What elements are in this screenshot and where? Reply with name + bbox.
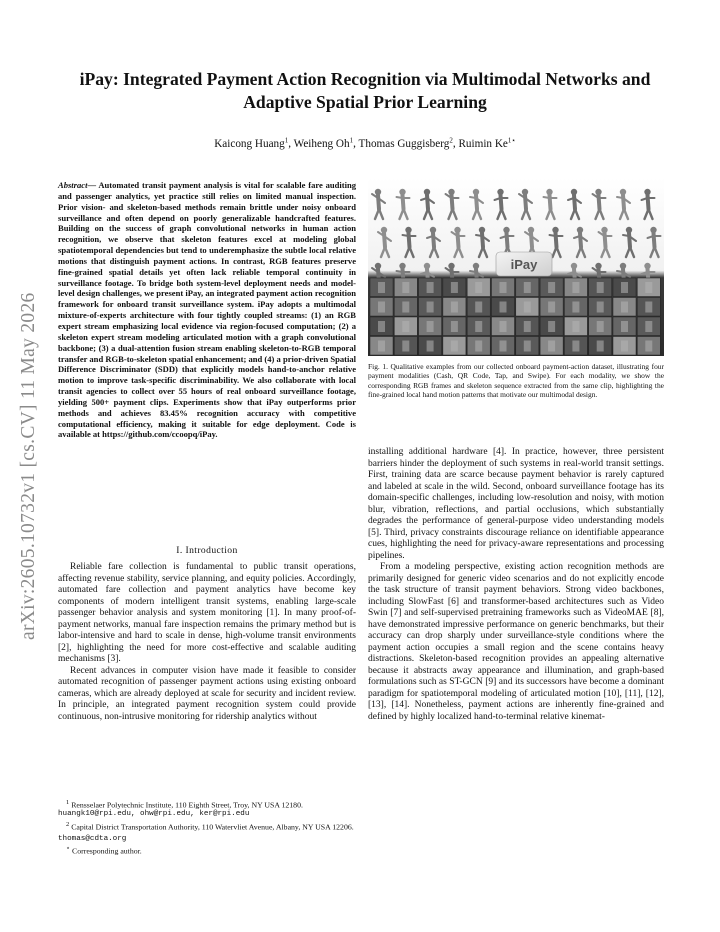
rgb-frame-passenger [524, 282, 531, 293]
author: Thomas Guggisberg$^2$ [358, 136, 453, 150]
author: Weiheng Oh$^1$ [293, 136, 354, 150]
footnote-2: $^2$ Capital District Transportation Authority, 110 Watervliet Avenue, Albany, NY USA 12206. thomas@cdta.org [58, 821, 354, 843]
paper-title: iPay: Integrated Payment Action Recognition via Multimodal Networks and Adaptive Spatial Prior Learning [79, 69, 651, 112]
figure-1 [368, 178, 664, 356]
rgb-frame-passenger [378, 282, 385, 293]
rgb-frame-passenger [451, 282, 458, 293]
rgb-frame-passenger [475, 282, 482, 293]
figure-1-image [368, 178, 664, 356]
rgb-frame-passenger [427, 282, 434, 293]
rgb-frame-passenger [475, 341, 482, 352]
rgb-frame-passenger [427, 302, 434, 313]
footnote-1-emails: huangk10@rpi.edu, ohw@rpi.edu, ker@rpi.edu [58, 810, 250, 819]
rgb-frame-passenger [524, 302, 531, 313]
rgb-frame-passenger [402, 302, 409, 313]
rgb-frame-passenger [621, 302, 628, 313]
rgb-frame-passenger [451, 302, 458, 313]
paragraph: installing additional hardware [4]. In practice, however, three persistent barriers hinder the deployment of such systems in real-world transit settings. First, training data are scarce because payment behavior is rarely captured and labeled at scale in the wild. Second, onboard surveillance footage has its domain-specific challenges, including low-resolution and noisy, with motion blur, vibration, reflections, and partial occlusions, which substantially degrades the performance of general-purpose video understanding models [5]. Third, privacy constraints discourage reliance on identifiable appearance cues, highlighting the need for privacy-aware representations and processing pipelines. [368, 447, 664, 561]
arxiv-side-stamp: arXiv:2605.10732v1 [cs.CV] 11 May 2026 [18, 292, 39, 640]
author: Ruimin $Ke^{1⋆}$ [458, 136, 516, 150]
rgb-frame-passenger [500, 341, 507, 352]
intro-right-column [368, 447, 664, 723]
abstract-text: Automated transit payment analysis is vital for scalable fare auditing and passenger analytics, yet practice still relies on limited manual inspection. Prior vision- and skeleton-based methods remain brittle under noisy onboard surveillance and often depend on poorly generalizable handcrafted features. Building on the success of graph convolutional networks in human action recognition, we observe that skeleton features excel at modeling global spatiotemporal dependencies but tend to underemphasize the subtle local relative motions that distinguish payment actions. In contrast, RGB features preserve fine-grained spatial details yet often lack reliable temporal continuity in surveillance footage. To bridge both system-level deployment needs and model-level design challenges, we present iPay, an integrated payment action recognition framework for onboard transit surveillance system. iPay adopts a multimodal mixture-of-experts architecture with four tightly coupled streams: (1) an RGB expert stream emphasizing local evidence via region-focused computation; (2) a skeleton expert stream modeling articulated motion with a graph convolutional backbone; (3) a dual-attention fusion stream enabling skeleton-to-RGB temporal transfer and RGB-to-skeleton spatial enhancement; and (4) a prior-driven Spatial Difference Discriminator (SDD) that explicitly models hand-to-anchor relative motion to improve task-specific discriminability. We also collaborate with local transit agencies to collect over 55 hours of real onboard surveillance footage, yielding 500+ payment clips. Experiments show that iPay outperforms prior methods and achieves 83.45% recognition accuracy with competitive computational efficiency, making it suitable for edge deployment. Code is available at https://github.com/ccoopq/iPay. [58, 180, 356, 440]
rgb-frame-passenger [548, 321, 555, 332]
rgb-frame-passenger [427, 321, 434, 332]
rgb-frame-passenger [427, 341, 434, 352]
rgb-frame-passenger [548, 302, 555, 313]
author: Kaicong Huang$^1$ [214, 136, 289, 150]
rgb-frame-passenger [645, 282, 652, 293]
rgb-frame-passenger [548, 341, 555, 352]
rgb-frame-passenger [572, 321, 579, 332]
rgb-frame-passenger [621, 341, 628, 352]
rgb-frame-passenger [524, 321, 531, 332]
footnote-3: ⋆ Corresponding author. [66, 845, 142, 856]
abstract-lead: Abstract [58, 180, 88, 190]
intro-left-column [58, 562, 356, 723]
rgb-frame-passenger [475, 302, 482, 313]
section-heading-introduction: I. Introduction [176, 545, 238, 556]
rgb-frame-passenger [402, 282, 409, 293]
footnote-1: $^1$ Rensselaer Polytechnic Institute, 110 Eighth Street, Troy, NY USA 12180. [66, 799, 303, 810]
rgb-frame-passenger [621, 321, 628, 332]
paragraph: Reliable fare collection is fundamental to public transit operations, affecting revenue stability, service planning, and equity policies. Accordingly, automated fare collection and payment analytics have become key components of modern intelligent transit systems, enabling large-scale passenger behavior analysis and system monitoring [1]. In many proof-of-payment networks, manual fare inspection remains the primary method but is labor-intensive and hard to scale in dense, high-volume transit environments [2], highlighting the need for more cost-effective and scalable auditing mechanisms [3]. [58, 562, 356, 664]
rgb-frame-passenger [475, 321, 482, 332]
ipay-logo-text: iPay [510, 257, 538, 272]
rgb-frame-passenger [524, 341, 531, 352]
rgb-frame-passenger [451, 321, 458, 332]
footnotes [58, 798, 356, 857]
rgb-frame-passenger [621, 282, 628, 293]
rgb-frame-passenger [500, 282, 507, 293]
rgb-frame-passenger [500, 302, 507, 313]
rgb-frame-passenger [645, 341, 652, 352]
rgb-frame-passenger [645, 302, 652, 313]
rgb-frame-passenger [402, 321, 409, 332]
rgb-frame-passenger [645, 321, 652, 332]
rgb-frame-passenger [597, 302, 604, 313]
abstract: Abstract— Automated transit payment analysis is vital for scalable fare auditing and passenger analytics, yet practice still relies on limited manual inspection. Prior vision- and skeleton-based methods remain brittle under noisy onboard surveillance and often depend on poorly generalizable handcrafted features. Building on the success of graph convolutional networks in human action recognition, we observe that skeleton features excel at modeling global spatiotemporal dependencies but tend to underemphasize the subtle local relative motions that distinguish payment actions. In contrast, RGB features preserve fine-grained spatial details yet often lack reliable temporal continuity in surveillance footage. To bridge both system-level deployment needs and model-level design challenges, we present iPay, an integrated payment action recognition framework for onboard transit surveillance system. iPay adopts a multimodal mixture-of-experts architecture with four tightly coupled streams: (1) an RGB expert stream emphasizing local evidence via region-focused computation; (2) a skeleton expert stream modeling articulated motion with a graph convolutional backbone; (3) a dual-attention fusion stream enabling skeleton-to-RGB temporal transfer and RGB-to-skeleton spatial enhancement; and (4) a prior-driven Spatial Difference Discriminator (SDD) that explicitly models hand-to-anchor relative motion to improve task-specific discriminability. We also collaborate with local transit agencies to collect over 55 hours of real onboard surveillance footage, yielding 500+ payment clips. Experiments show that iPay outperforms prior methods and achieves 83.45% recognition accuracy with competitive computational efficiency, making it suitable for edge deployment. Code is available at https://github.com/ccoopq/iPay. [58, 180, 356, 440]
rgb-frame-passenger [597, 341, 604, 352]
author-list: Kaicong Huang$^1$, Weiheng Oh$^1$, Thomas Guggisberg$^2$, Ruimin $Ke^{1⋆}$ [214, 136, 516, 150]
rgb-frame-passenger [572, 302, 579, 313]
rgb-frame-passenger [451, 341, 458, 352]
rgb-frame-passenger [597, 321, 604, 332]
rgb-frame-passenger [402, 341, 409, 352]
paragraph: Recent advances in computer vision have made it feasible to consider automated recognition of passenger payment actions using existing onboard cameras, which are already deployed at scale for security and incident review. In principle, an integrated payment recognition system could provide continuous, non-intrusive monitoring for ridership analytics without [58, 665, 356, 722]
rgb-frame-passenger [378, 321, 385, 332]
rgb-frame-passenger [572, 282, 579, 293]
rgb-frame-passenger [378, 302, 385, 313]
rgb-frame-passenger [548, 282, 555, 293]
paragraph: From a modeling perspective, existing action recognition methods are primarily designed for generic video scenarios and do not explicitly encode the task structure of transit payment behaviors. Strong video backbones, including SlowFast [6] and transformer-based architectures such as Video Swin [7] and self-supervised pretraining frameworks such as VideoMAE [8], have demonstrated impressive performance on generic benchmarks, but their accuracy can drop sharply under surveillance-style conditions where the payment action occupies a small region and the scene contains heavy distractions. Skeleton-based recognition provides an appealing alternative because it abstracts away appearance and illumination, and graph-based formulations such as ST-GCN [9] and its successors have become a dominant paradigm for spatiotemporal modeling of articulated motion [10], [11], [12], [13], [14]. Nonetheless, payment actions are inherently fine-grained and defined by highly localized hand-to-terminal relative kinemat- [368, 562, 664, 722]
rgb-frame-passenger [378, 341, 385, 352]
rgb-frame-passenger [572, 341, 579, 352]
figure-1-caption: Fig. 1. Qualitative examples from our collected onboard payment-action dataset, illustrating four payment modalities (Cash, QR Code, Tap, and Swipe). For each modality, we show the corresponding RGB frames and skeleton sequence extracted from the same clip, highlighting the fine-grained local hand motion patterns that motivate our multimodal design. [368, 362, 664, 399]
rgb-frame-passenger [597, 282, 604, 293]
rgb-frame-passenger [500, 321, 507, 332]
